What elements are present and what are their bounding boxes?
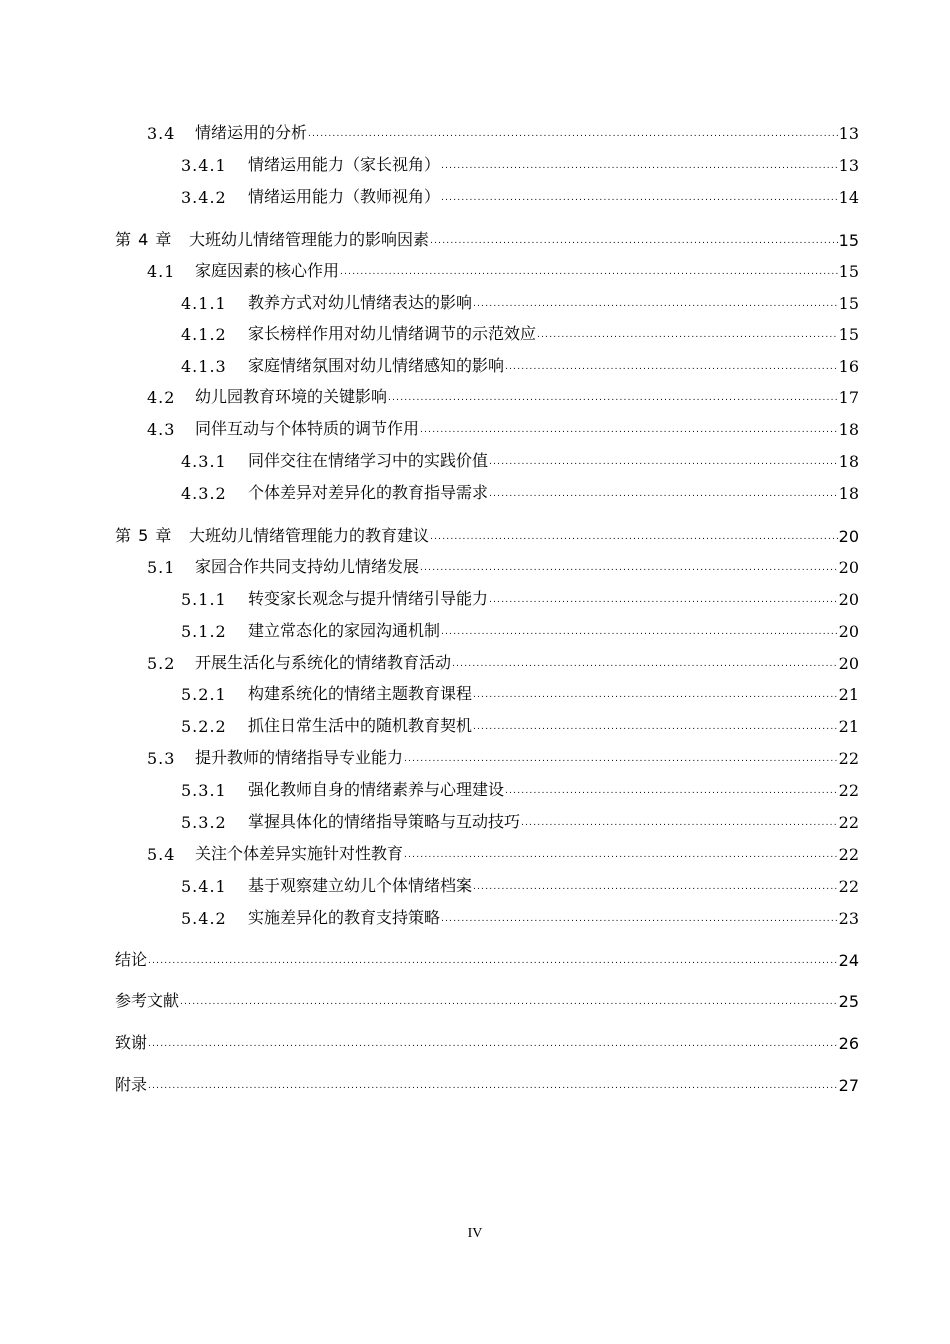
toc-entry[interactable]: [115, 944, 859, 970]
toc-entry-title: 强化教师自身的情绪素养与心理建设: [248, 780, 505, 799]
toc-entry-number: 3.4.1: [181, 156, 227, 175]
toc-dot-leader: [404, 753, 838, 768]
toc-entry-title: 情绪运用的分析: [195, 123, 308, 142]
toc-entry-title: 实施差异化的教育支持策略: [248, 908, 441, 927]
toc-dot-leader: [430, 531, 838, 546]
toc-entry[interactable]: [147, 742, 859, 768]
toc-entry-title: 开展生活化与系统化的情绪教育活动: [195, 653, 452, 672]
toc-entry[interactable]: [181, 149, 859, 175]
toc-entry-title: 大班幼儿情绪管理能力的影响因素: [189, 230, 430, 249]
toc-entry-page: 22: [838, 845, 859, 864]
toc-entry[interactable]: [181, 678, 859, 704]
toc-entry-page: 15: [838, 262, 859, 281]
toc-entry[interactable]: [181, 806, 859, 832]
toc-entry[interactable]: [147, 255, 859, 281]
toc-entry-page: 17: [838, 388, 859, 407]
toc-entry-page: 13: [838, 156, 859, 175]
toc-entry-number: 5.3.1: [181, 781, 227, 800]
toc-dot-leader: [521, 817, 838, 832]
toc-entry-title: 构建系统化的情绪主题教育课程: [248, 684, 473, 703]
toc-entry-title: 家庭因素的核心作用: [195, 261, 340, 280]
toc-entry[interactable]: [181, 583, 859, 609]
toc-entry-page: 22: [838, 877, 859, 896]
toc-entry-title: 教养方式对幼儿情绪表达的影响: [248, 293, 473, 312]
toc-dot-leader: [388, 392, 838, 407]
toc-entry-number: 3.4.2: [181, 188, 227, 207]
toc-dot-leader: [340, 266, 838, 281]
toc-entry-title: 基于观察建立幼儿个体情绪档案: [248, 876, 473, 895]
toc-entry-page: 21: [838, 685, 859, 704]
toc-entry-page: 20: [838, 590, 859, 609]
page-number: IV: [467, 1226, 483, 1241]
toc-dot-leader: [430, 235, 838, 250]
toc-entry-number: 5.4: [147, 845, 176, 864]
toc-dot-leader: [180, 996, 838, 1011]
toc-entry-number: 4.1.1: [181, 294, 227, 313]
toc-entry-page: 21: [838, 717, 859, 736]
toc-entry-number: 3.4: [147, 124, 176, 143]
toc-entry-page: 22: [838, 749, 859, 768]
toc-entry-title: 关注个体差异实施针对性教育: [195, 844, 404, 863]
toc-dot-leader: [441, 192, 838, 207]
toc-entry-number: 4.3: [147, 420, 176, 439]
toc-dot-leader: [473, 881, 838, 896]
toc-dot-leader: [148, 1038, 838, 1053]
toc-entry-page: 15: [838, 294, 859, 313]
toc-dot-leader: [404, 849, 838, 864]
toc-entry-title: 转变家长观念与提升情绪引导能力: [248, 589, 489, 608]
toc-entry-page: 20: [838, 622, 859, 641]
toc-entry-title: 大班幼儿情绪管理能力的教育建议: [189, 526, 430, 545]
toc-entry[interactable]: [147, 117, 859, 143]
toc-entry-number: 4.2: [147, 388, 176, 407]
toc-entry-number: 4.3.2: [181, 484, 227, 503]
toc-entry-title: 建立常态化的家园沟通机制: [248, 621, 441, 640]
toc-entry-page: 20: [838, 654, 859, 673]
toc-entry-title: 家长榜样作用对幼儿情绪调节的示范效应: [248, 324, 537, 343]
toc-entry-page: 24: [838, 951, 859, 970]
toc-entry[interactable]: [147, 413, 859, 439]
toc-entry-title: 家园合作共同支持幼儿情绪发展: [195, 557, 420, 576]
toc-entry-page: 23: [838, 909, 859, 928]
toc-entry-title: 附录: [115, 1075, 148, 1094]
toc-entry-page: 20: [838, 527, 859, 546]
toc-entry-page: 13: [838, 124, 859, 143]
toc-dot-leader: [473, 721, 838, 736]
toc-entry-title: 幼儿园教育环境的关键影响: [195, 387, 388, 406]
toc-entry[interactable]: [147, 838, 859, 864]
toc-entry[interactable]: [115, 1027, 859, 1053]
toc-entry-title: 致谢: [115, 1033, 148, 1052]
toc-entry-page: 26: [838, 1034, 859, 1053]
toc-entry-number: 5.2.2: [181, 717, 227, 736]
toc-entry[interactable]: [181, 870, 859, 896]
toc-entry[interactable]: [147, 381, 859, 407]
toc-entry[interactable]: [115, 224, 859, 250]
toc-entry-page: 15: [838, 325, 859, 344]
toc-entry-number: 4.3.1: [181, 452, 227, 471]
toc-dot-leader: [441, 160, 838, 175]
toc-entry[interactable]: [181, 902, 859, 928]
toc-entry-title: 提升教师的情绪指导专业能力: [195, 748, 404, 767]
toc-entry-title: 家庭情绪氛围对幼儿情绪感知的影响: [248, 356, 505, 375]
toc-entry-number: 5.4.1: [181, 877, 227, 896]
toc-entry-number: 第 4 章: [115, 230, 173, 249]
toc-entry-title: 掌握具体化的情绪指导策略与互动技巧: [248, 812, 521, 831]
toc-entry-number: 5.1.2: [181, 622, 227, 641]
toc-entry[interactable]: [115, 520, 859, 546]
toc-entry-page: 16: [838, 357, 859, 376]
toc-entry-number: 5.1: [147, 558, 176, 577]
toc-dot-leader: [420, 562, 838, 577]
toc-dot-leader: [473, 298, 838, 313]
toc-entry-number: 4.1: [147, 262, 176, 281]
toc-dot-leader: [489, 594, 838, 609]
toc-entry-title: 个体差异对差异化的教育指导需求: [248, 483, 489, 502]
toc-entry-number: 5.1.1: [181, 590, 227, 609]
toc-dot-leader: [537, 329, 838, 344]
toc-entry[interactable]: [181, 710, 859, 736]
toc-dot-leader: [505, 361, 838, 376]
toc-entry-number: 第 5 章: [115, 526, 173, 545]
toc-entry[interactable]: [115, 985, 859, 1011]
toc-entry-page: 25: [838, 992, 859, 1011]
toc-entry-page: 18: [838, 420, 859, 439]
toc-entry[interactable]: [181, 287, 859, 313]
toc-entry-number: 5.4.2: [181, 909, 227, 928]
toc-entry[interactable]: [115, 1069, 859, 1095]
toc-entry-page: 18: [838, 484, 859, 503]
toc-entry-title: 参考文献: [115, 991, 180, 1010]
toc-dot-leader: [505, 785, 838, 800]
toc-dot-leader: [473, 689, 838, 704]
toc-entry-number: 5.3: [147, 749, 176, 768]
toc-entry[interactable]: [181, 350, 859, 376]
toc-entry[interactable]: [147, 551, 859, 577]
toc-dot-leader: [308, 128, 838, 143]
toc-entry-number: 4.1.2: [181, 325, 227, 344]
toc-entry[interactable]: [181, 615, 859, 641]
toc-entry-title: 抓住日常生活中的随机教育契机: [248, 716, 473, 735]
toc-entry-page: 22: [838, 781, 859, 800]
toc-entry[interactable]: [181, 318, 859, 344]
toc-entry[interactable]: [181, 774, 859, 800]
toc-entry[interactable]: [147, 647, 859, 673]
toc-dot-leader: [489, 456, 838, 471]
toc-entry-number: 5.2.1: [181, 685, 227, 704]
toc-entry-page: 14: [838, 188, 859, 207]
toc-entry-page: 27: [838, 1076, 859, 1095]
toc-dot-leader: [441, 913, 838, 928]
toc-entry[interactable]: [181, 181, 859, 207]
toc-entry-title: 情绪运用能力（家长视角）: [248, 155, 441, 174]
toc-entry-number: 4.1.3: [181, 357, 227, 376]
toc-dot-leader: [148, 1080, 838, 1095]
toc-dot-leader: [148, 955, 838, 970]
toc-dot-leader: [489, 488, 838, 503]
toc-entry-page: 20: [838, 558, 859, 577]
toc-entry-title: 结论: [115, 950, 148, 969]
toc-entry-title: 同伴交往在情绪学习中的实践价值: [248, 451, 489, 470]
toc-entry-title: 同伴互动与个体特质的调节作用: [195, 419, 420, 438]
toc-entry[interactable]: [181, 445, 859, 471]
toc-dot-leader: [420, 424, 838, 439]
toc-entry-page: 22: [838, 813, 859, 832]
toc-entry[interactable]: [181, 477, 859, 503]
toc-entry-number: 5.2: [147, 654, 176, 673]
toc-entry-title: 情绪运用能力（教师视角）: [248, 187, 441, 206]
toc-dot-leader: [452, 658, 838, 673]
toc-dot-leader: [441, 626, 838, 641]
toc-entry-page: 18: [838, 452, 859, 471]
toc-entry-number: 5.3.2: [181, 813, 227, 832]
toc-entry-page: 15: [838, 231, 859, 250]
